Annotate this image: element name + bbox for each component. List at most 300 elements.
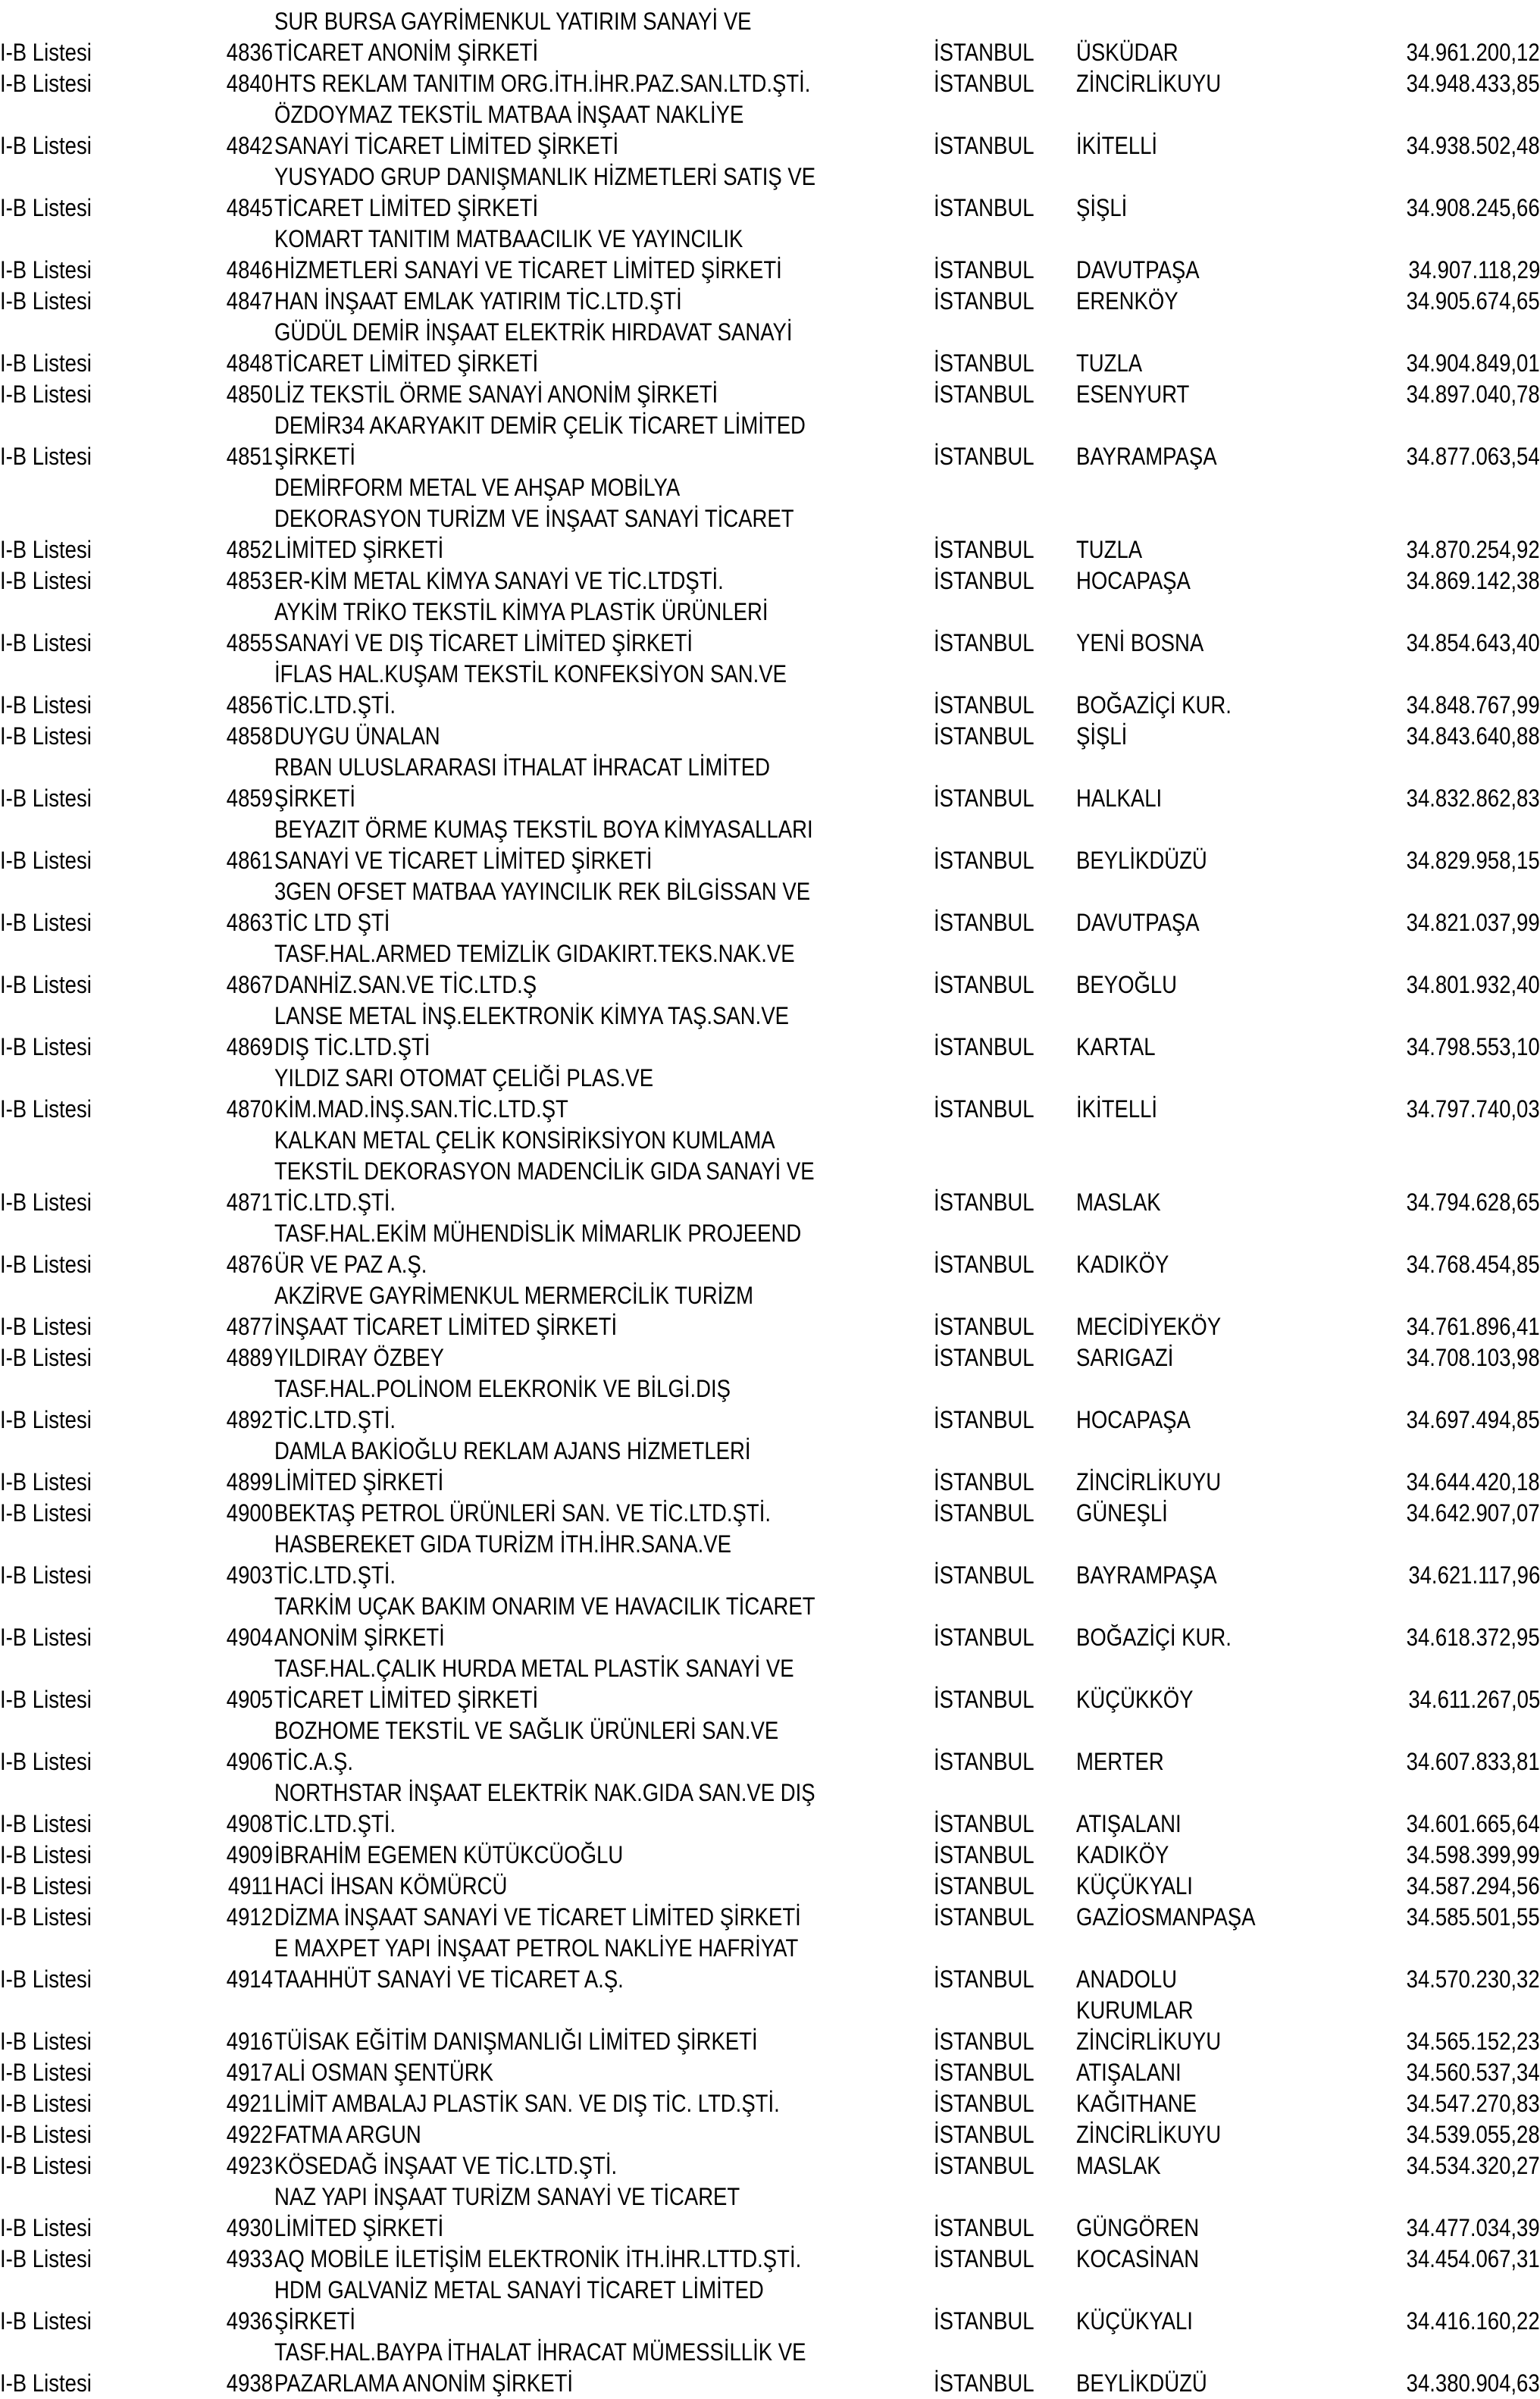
table-row: [0, 2275, 1540, 2337]
company-name: TİC.LTD.ŞTİ.: [274, 1561, 396, 1589]
district: KÜÇÜKYALI: [1076, 1872, 1193, 1899]
table-row: [0, 1063, 1540, 1125]
district: GÜNEŞLİ: [1076, 1499, 1168, 1527]
record-number: 4858: [226, 722, 273, 750]
list-type: I-B Listesi: [0, 132, 92, 159]
city: İSTANBUL: [934, 2152, 1034, 2179]
list-type: I-B Listesi: [0, 1095, 92, 1123]
record-number: 4848: [226, 349, 273, 377]
company-name: TASF.HAL.EKİM MÜHENDİSLİK MİMARLIK PROJEEND: [274, 1220, 802, 1247]
table-row: [0, 752, 1540, 814]
amount: 34.539.055,28: [1407, 2121, 1540, 2148]
company-name: TİCARET ANONİM ŞİRKETİ: [274, 39, 539, 66]
record-number: 4892: [226, 1406, 273, 1433]
list-type: I-B Listesi: [0, 2245, 92, 2272]
company-name: ÖZDOYMAZ TEKSTİL MATBAA İNŞAAT NAKLİYE: [274, 101, 744, 128]
company-name: ŞİRKETİ: [274, 2307, 356, 2335]
company-name: FATMA ARGUN: [274, 2121, 421, 2148]
amount: 34.618.372,95: [1407, 1624, 1540, 1651]
list-type: I-B Listesi: [0, 1872, 92, 1899]
company-name: KALKAN METAL ÇELİK KONSİRİKSİYON KUMLAMA: [274, 1126, 775, 1154]
table-row: [0, 68, 1540, 99]
company-name: TAAHHÜT SANAYİ VE TİCARET A.Ş.: [274, 1965, 624, 1993]
amount: 34.607.833,81: [1407, 1748, 1540, 1775]
table-row: [0, 286, 1540, 317]
company-name: 3GEN OFSET MATBAA YAYINCILIK REK BİLGİSSAN VE: [274, 878, 811, 905]
city: İSTANBUL: [934, 70, 1034, 97]
company-name: HASBEREKET GIDA TURİZM İTH.İHR.SANA.VE: [274, 1530, 732, 1558]
amount: 34.416.160,22: [1407, 2307, 1540, 2335]
table-row: [0, 1840, 1540, 1871]
company-name: HACİ İHSAN KÖMÜRCÜ: [274, 1872, 508, 1899]
district: MECİDİYEKÖY: [1076, 1313, 1222, 1340]
company-name: AYKİM TRİKO TEKSTİL KİMYA PLASTİK ÜRÜNLERİ: [274, 598, 768, 625]
amount: 34.869.142,38: [1407, 567, 1540, 594]
list-type: I-B Listesi: [0, 1810, 92, 1837]
city: İSTANBUL: [934, 2369, 1034, 2397]
list-type: I-B Listesi: [0, 70, 92, 97]
district: ZİNCİRLİKUYU: [1076, 1468, 1222, 1495]
company-name: ŞİRKETİ: [274, 443, 356, 470]
company-name: HAN İNŞAAT EMLAK YATIRIM TİC.LTD.ŞTİ: [274, 287, 682, 315]
list-type: I-B Listesi: [0, 287, 92, 315]
district: MASLAK: [1076, 1189, 1161, 1216]
table-row: [0, 2088, 1540, 2119]
record-number: 4869: [226, 1033, 273, 1060]
table-row: [0, 2057, 1540, 2088]
company-name: KİM.MAD.İNŞ.SAN.TİC.LTD.ŞT: [274, 1095, 568, 1123]
list-type: I-B Listesi: [0, 194, 92, 221]
company-name: DİZMA İNŞAAT SANAYİ VE TİCARET LİMİTED ŞİRKETİ: [274, 1903, 801, 1931]
table-row: [0, 2026, 1540, 2057]
record-number: 4909: [226, 1841, 273, 1868]
list-type: I-B Listesi: [0, 1189, 92, 1216]
company-name: YILDIRAY ÖZBEY: [274, 1344, 444, 1371]
record-number: 4908: [226, 1810, 273, 1837]
company-name: DUYGU ÜNALAN: [274, 722, 440, 750]
record-number: 4846: [226, 256, 273, 283]
city: İSTANBUL: [934, 1561, 1034, 1589]
list-type: I-B Listesi: [0, 2214, 92, 2241]
table-row: [0, 1125, 1540, 1218]
district: KARTAL: [1076, 1033, 1156, 1060]
list-type: I-B Listesi: [0, 785, 92, 812]
city: İSTANBUL: [934, 2059, 1034, 2086]
list-type: I-B Listesi: [0, 567, 92, 594]
list-type: I-B Listesi: [0, 1686, 92, 1713]
record-number: 4889: [226, 1344, 273, 1371]
table-row: [0, 1001, 1540, 1063]
company-name: TİCARET LİMİTED ŞİRKETİ: [274, 1686, 539, 1713]
city: İSTANBUL: [934, 567, 1034, 594]
record-number: 4916: [226, 2028, 273, 2055]
district: ATIŞALANI: [1076, 2059, 1182, 2086]
amount: 34.843.640,88: [1407, 722, 1540, 750]
company-name: TASF.HAL.BAYPA İTHALAT İHRACAT MÜMESSİLLİK VE: [274, 2338, 806, 2366]
city: İSTANBUL: [934, 1189, 1034, 1216]
record-number: 4853: [226, 567, 273, 594]
table-row: [0, 317, 1540, 379]
company-name: E MAXPET YAPI İNŞAAT PETROL NAKLİYE HAFRİYAT: [274, 1934, 799, 1962]
city: İSTANBUL: [934, 349, 1034, 377]
record-number: 4859: [226, 785, 273, 812]
company-name: LİZ TEKSTİL ÖRME SANAYİ ANONİM ŞİRKETİ: [274, 381, 718, 408]
company-name: KÖSEDAĞ İNŞAAT VE TİC.LTD.ŞTİ.: [274, 2152, 618, 2179]
amount: 34.798.553,10: [1407, 1033, 1540, 1060]
district: ESENYURT: [1076, 381, 1190, 408]
company-name: DEKORASYON TURİZM VE İNŞAAT SANAYİ TİCARET: [274, 505, 794, 532]
city: İSTANBUL: [934, 909, 1034, 936]
company-name: İFLAS HAL.KUŞAM TEKSTİL KONFEKSİYON SAN.VE: [274, 660, 787, 687]
city: İSTANBUL: [934, 1624, 1034, 1651]
company-name: İBRAHİM EGEMEN KÜTÜKCÜOĞLU: [274, 1841, 624, 1868]
table-row: [0, 565, 1540, 597]
table-row: [0, 472, 1540, 565]
list-type: I-B Listesi: [0, 691, 92, 719]
list-type: I-B Listesi: [0, 1468, 92, 1495]
company-name: TASF.HAL.POLİNOM ELEKRONİK VE BİLGİ.DIŞ: [274, 1375, 731, 1402]
table-row: [0, 1436, 1540, 1498]
record-number: 4863: [226, 909, 273, 936]
company-name: KOMART TANITIM MATBAACILIK VE YAYINCILIK: [274, 225, 743, 252]
list-type: I-B Listesi: [0, 722, 92, 750]
company-name: TİC.LTD.ŞTİ.: [274, 1810, 396, 1837]
list-type: I-B Listesi: [0, 1033, 92, 1060]
company-name: NAZ YAPI İNŞAAT TURİZM SANAYİ VE TİCARET: [274, 2183, 740, 2210]
record-number: 4870: [226, 1095, 273, 1123]
amount: 34.905.674,65: [1407, 287, 1540, 315]
city: İSTANBUL: [934, 194, 1034, 221]
city: İSTANBUL: [934, 39, 1034, 66]
company-name: LİMİTED ŞİRKETİ: [274, 536, 444, 563]
district: KADIKÖY: [1076, 1841, 1169, 1868]
list-type: I-B Listesi: [0, 1313, 92, 1340]
amount: 34.938.502,48: [1407, 132, 1540, 159]
company-name: ANONİM ŞİRKETİ: [274, 1624, 445, 1651]
company-name: TARKİM UÇAK BAKIM ONARIM VE HAVACILIK TİCARET: [274, 1593, 815, 1620]
district: HOCAPAŞA: [1076, 567, 1191, 594]
table-row: [0, 2244, 1540, 2275]
list-type: I-B Listesi: [0, 1965, 92, 1993]
amount: 34.587.294,56: [1407, 1872, 1540, 1899]
table-row: [0, 1902, 1540, 1933]
record-number: 4936: [226, 2307, 273, 2335]
city: İSTANBUL: [934, 1810, 1034, 1837]
record-number: 4877: [226, 1313, 273, 1340]
list-type: I-B Listesi: [0, 629, 92, 656]
table-row: [0, 659, 1540, 721]
table-row: [0, 2119, 1540, 2150]
company-name: TİCARET LİMİTED ŞİRKETİ: [274, 194, 539, 221]
amount: 34.621.117,96: [1408, 1561, 1540, 1589]
company-name: PAZARLAMA ANONİM ŞİRKETİ: [274, 2369, 574, 2397]
company-name: ER-KİM METAL KİMYA SANAYİ VE TİC.LTDŞTİ.: [274, 567, 724, 594]
city: İSTANBUL: [934, 1406, 1034, 1433]
district: KURUMLAR: [1076, 1997, 1194, 2024]
table-row: [0, 814, 1540, 876]
district: TUZLA: [1076, 536, 1143, 563]
district: DAVUTPAŞA: [1076, 909, 1200, 936]
district: ZİNCİRLİKUYU: [1076, 2121, 1222, 2148]
table-row: [0, 1777, 1540, 1840]
table-row: [0, 224, 1540, 286]
district: ERENKÖY: [1076, 287, 1178, 315]
company-name: NORTHSTAR İNŞAAT ELEKTRİK NAK.GIDA SAN.VE DIŞ: [274, 1779, 815, 1806]
list-type: I-B Listesi: [0, 2152, 92, 2179]
city: İSTANBUL: [934, 1748, 1034, 1775]
list-type: I-B Listesi: [0, 2059, 92, 2086]
city: İSTANBUL: [934, 785, 1034, 812]
city: İSTANBUL: [934, 256, 1034, 283]
record-number: 4842: [226, 132, 273, 159]
company-name: TİCARET LİMİTED ŞİRKETİ: [274, 349, 539, 377]
company-name: SUR BURSA GAYRİMENKUL YATIRIM SANAYİ VE: [274, 8, 752, 35]
record-number: 4906: [226, 1748, 273, 1775]
company-name: YUSYADO GRUP DANIŞMANLIK HİZMETLERİ SATIŞ VE: [274, 163, 816, 190]
company-name: DAMLA BAKİOĞLU REKLAM AJANS HİZMETLERİ: [274, 1437, 751, 1464]
company-name: GÜDÜL DEMİR İNŞAAT ELEKTRİK HIRDAVAT SANAYİ: [274, 318, 793, 346]
city: İSTANBUL: [934, 2245, 1034, 2272]
table-row: [0, 1218, 1540, 1280]
amount: 34.565.152,23: [1407, 2028, 1540, 2055]
table-row: [0, 6, 1540, 68]
list-type: I-B Listesi: [0, 1841, 92, 1868]
list-type: I-B Listesi: [0, 1624, 92, 1651]
list-type: I-B Listesi: [0, 971, 92, 998]
record-number: 4852: [226, 536, 273, 563]
company-name: LANSE METAL İNŞ.ELEKTRONİK KİMYA TAŞ.SAN.VE: [274, 1002, 790, 1029]
company-name: ÜR VE PAZ A.Ş.: [274, 1251, 427, 1278]
district: BOĞAZİÇİ KUR.: [1076, 691, 1232, 719]
list-type: I-B Listesi: [0, 1251, 92, 1278]
company-name: YILDIZ SARI OTOMAT ÇELİĞİ PLAS.VE: [274, 1064, 654, 1091]
table-row: [0, 2181, 1540, 2244]
record-number: 4923: [226, 2152, 273, 2179]
district: HALKALI: [1076, 785, 1163, 812]
record-number: 4847: [226, 287, 273, 315]
district: BEYLİKDÜZÜ: [1076, 2369, 1207, 2397]
table-row: [0, 721, 1540, 752]
district: GAZİOSMANPAŞA: [1076, 1903, 1256, 1931]
table-row: [0, 379, 1540, 410]
company-name: SANAYİ VE TİCARET LİMİTED ŞİRKETİ: [274, 847, 653, 874]
district: BEYLİKDÜZÜ: [1076, 847, 1207, 874]
amount: 34.601.665,64: [1407, 1810, 1540, 1837]
record-number: 4840: [226, 70, 273, 97]
record-number: 4917: [226, 2059, 273, 2086]
company-name: TİC.LTD.ŞTİ.: [274, 1189, 396, 1216]
city: İSTANBUL: [934, 1468, 1034, 1495]
amount: 34.611.267,05: [1408, 1686, 1540, 1713]
amount: 34.832.862,83: [1407, 785, 1540, 812]
amount: 34.708.103,98: [1407, 1344, 1540, 1371]
list-type: I-B Listesi: [0, 1748, 92, 1775]
company-name: HTS REKLAM TANITIM ORG.İTH.İHR.PAZ.SAN.LTD.ŞTİ.: [274, 70, 811, 97]
table-row: [0, 1591, 1540, 1653]
amount: 34.829.958,15: [1407, 847, 1540, 874]
amount: 34.768.454,85: [1407, 1251, 1540, 1278]
city: İSTANBUL: [934, 1872, 1034, 1899]
amount: 34.534.320,27: [1407, 2152, 1540, 2179]
company-name: AQ MOBİLE İLETİŞİM ELEKTRONİK İTH.İHR.LTTD.ŞTİ.: [274, 2245, 802, 2272]
company-name: DEMİRFORM METAL VE AHŞAP MOBİLYA: [274, 474, 681, 501]
table-row: [0, 161, 1540, 224]
city: İSTANBUL: [934, 2307, 1034, 2335]
district: TUZLA: [1076, 349, 1143, 377]
company-name: TİC LTD ŞTİ: [274, 909, 390, 936]
district: MASLAK: [1076, 2152, 1161, 2179]
district: HOCAPAŞA: [1076, 1406, 1191, 1433]
amount: 34.477.034,39: [1407, 2214, 1540, 2241]
list-type: I-B Listesi: [0, 2307, 92, 2335]
city: İSTANBUL: [934, 287, 1034, 315]
district: İKİTELLİ: [1076, 1095, 1158, 1123]
company-name: DANHİZ.SAN.VE TİC.LTD.Ş: [274, 971, 537, 998]
list-type: I-B Listesi: [0, 2369, 92, 2397]
amount: 34.454.067,31: [1407, 2245, 1540, 2272]
city: İSTANBUL: [934, 2090, 1034, 2117]
amount: 34.961.200,12: [1407, 39, 1540, 66]
record-number: 4914: [226, 1965, 273, 1993]
amount: 34.848.767,99: [1407, 691, 1540, 719]
table-row: [0, 1373, 1540, 1436]
city: İSTANBUL: [934, 847, 1034, 874]
company-name: İNŞAAT TİCARET LİMİTED ŞİRKETİ: [274, 1313, 618, 1340]
company-name: HİZMETLERİ SANAYİ VE TİCARET LİMİTED ŞİRKETİ: [274, 256, 782, 283]
company-name: SANAYİ TİCARET LİMİTED ŞİRKETİ: [274, 132, 619, 159]
list-type: I-B Listesi: [0, 2028, 92, 2055]
amount: 34.870.254,92: [1407, 536, 1540, 563]
record-number: 4867: [226, 971, 273, 998]
record-number: 4933: [226, 2245, 273, 2272]
city: İSTANBUL: [934, 443, 1034, 470]
district: KOCASİNAN: [1076, 2245, 1200, 2272]
amount: 34.697.494,85: [1407, 1406, 1540, 1433]
city: İSTANBUL: [934, 722, 1034, 750]
record-number: 4845: [226, 194, 273, 221]
city: İSTANBUL: [934, 1344, 1034, 1371]
amount: 34.761.896,41: [1407, 1313, 1540, 1340]
record-number: 4855: [226, 629, 273, 656]
table-row: [0, 99, 1540, 161]
company-name: TASF.HAL.ÇALIK HURDA METAL PLASTİK SANAYİ VE: [274, 1655, 794, 1682]
district: YENİ BOSNA: [1076, 629, 1204, 656]
list-type: I-B Listesi: [0, 381, 92, 408]
list-type: I-B Listesi: [0, 847, 92, 874]
amount: 34.877.063,54: [1407, 443, 1540, 470]
city: İSTANBUL: [934, 1499, 1034, 1527]
city: İSTANBUL: [934, 2028, 1034, 2055]
list-type: I-B Listesi: [0, 1406, 92, 1433]
table-row: [0, 1498, 1540, 1529]
record-number: 4903: [226, 1561, 273, 1589]
district: GÜNGÖREN: [1076, 2214, 1200, 2241]
district: BAYRAMPAŞA: [1076, 1561, 1217, 1589]
record-number: 4836: [226, 39, 273, 66]
table-row: [0, 1715, 1540, 1777]
company-name: AKZİRVE GAYRİMENKUL MERMERCİLİK TURİZM: [274, 1282, 754, 1309]
table-row: [0, 2337, 1540, 2399]
company-name: ALİ OSMAN ŞENTÜRK: [274, 2059, 494, 2086]
company-name: BEYAZIT ÖRME KUMAŞ TEKSTİL BOYA KİMYASALLARI: [274, 816, 813, 843]
amount: 34.897.040,78: [1407, 381, 1540, 408]
district: ŞİŞLİ: [1076, 194, 1128, 221]
list-type: I-B Listesi: [0, 1499, 92, 1527]
record-number: 4905: [226, 1686, 273, 1713]
list-type: I-B Listesi: [0, 1561, 92, 1589]
company-name: TEKSTİL DEKORASYON MADENCİLİK GIDA SANAYİ VE: [274, 1157, 815, 1185]
record-number: 4861: [226, 847, 273, 874]
table-row: [0, 1933, 1540, 2026]
list-type: I-B Listesi: [0, 443, 92, 470]
district: BAYRAMPAŞA: [1076, 443, 1217, 470]
amount: 34.948.433,85: [1407, 70, 1540, 97]
company-name: DIŞ TİC.LTD.ŞTİ: [274, 1033, 430, 1060]
record-number: 4876: [226, 1251, 273, 1278]
amount: 34.907.118,29: [1408, 256, 1540, 283]
company-name: TİC.LTD.ŞTİ.: [274, 691, 396, 719]
company-name: LİMİTED ŞİRKETİ: [274, 2214, 444, 2241]
amount: 34.801.932,40: [1407, 971, 1540, 998]
list-type: I-B Listesi: [0, 536, 92, 563]
record-number: 4850: [226, 381, 273, 408]
company-name: LİMİT AMBALAJ PLASTİK SAN. VE DIŞ TİC. LTD.ŞTİ.: [274, 2090, 780, 2117]
company-name: RBAN ULUSLARARASI İTHALAT İHRACAT LİMİTED: [274, 753, 771, 781]
company-name: ŞİRKETİ: [274, 785, 356, 812]
city: İSTANBUL: [934, 971, 1034, 998]
amount: 34.821.037,99: [1407, 909, 1540, 936]
city: İSTANBUL: [934, 1251, 1034, 1278]
city: İSTANBUL: [934, 1965, 1034, 1993]
city: İSTANBUL: [934, 132, 1034, 159]
company-name: TÜİSAK EĞİTİM DANIŞMANLIĞI LİMİTED ŞİRKETİ: [274, 2028, 758, 2055]
company-name: DEMİR34 AKARYAKIT DEMİR ÇELİK TİCARET LİMİTED: [274, 412, 806, 439]
record-number: 4899: [226, 1468, 273, 1495]
district: ANADOLU: [1076, 1965, 1178, 1993]
city: İSTANBUL: [934, 629, 1034, 656]
record-number: 4911: [227, 1872, 273, 1899]
company-name: TASF.HAL.ARMED TEMİZLİK GIDAKIRT.TEKS.NAK.VE: [274, 940, 795, 967]
city: İSTANBUL: [934, 2121, 1034, 2148]
company-name: TİC.A.Ş.: [274, 1748, 353, 1775]
table-row: [0, 597, 1540, 659]
amount: 34.598.399,99: [1407, 1841, 1540, 1868]
amount: 34.794.628,65: [1407, 1189, 1540, 1216]
amount: 34.570.230,32: [1407, 1965, 1540, 1993]
district: İKİTELLİ: [1076, 132, 1158, 159]
table-row: [0, 1871, 1540, 1902]
amount: 34.797.740,03: [1407, 1095, 1540, 1123]
company-name: SANAYİ VE DIŞ TİCARET LİMİTED ŞİRKETİ: [274, 629, 693, 656]
district: MERTER: [1076, 1748, 1164, 1775]
city: İSTANBUL: [934, 381, 1034, 408]
table-row: [0, 1653, 1540, 1715]
district: BOĞAZİÇİ KUR.: [1076, 1624, 1232, 1651]
record-number: 4904: [226, 1624, 273, 1651]
amount: 34.854.643,40: [1407, 629, 1540, 656]
company-name: BEKTAŞ PETROL ÜRÜNLERİ SAN. VE TİC.LTD.ŞTİ.: [274, 1499, 772, 1527]
record-number: 4938: [226, 2369, 273, 2397]
record-number: 4912: [226, 1903, 273, 1931]
amount: 34.380.904,63: [1407, 2369, 1540, 2397]
table-row: [0, 1529, 1540, 1591]
table-row: [0, 410, 1540, 472]
district: ZİNCİRLİKUYU: [1076, 2028, 1222, 2055]
district: ZİNCİRLİKUYU: [1076, 70, 1222, 97]
district: KÜÇÜKYALI: [1076, 2307, 1193, 2335]
amount: 34.904.849,01: [1407, 349, 1540, 377]
record-number: 4856: [226, 691, 273, 719]
